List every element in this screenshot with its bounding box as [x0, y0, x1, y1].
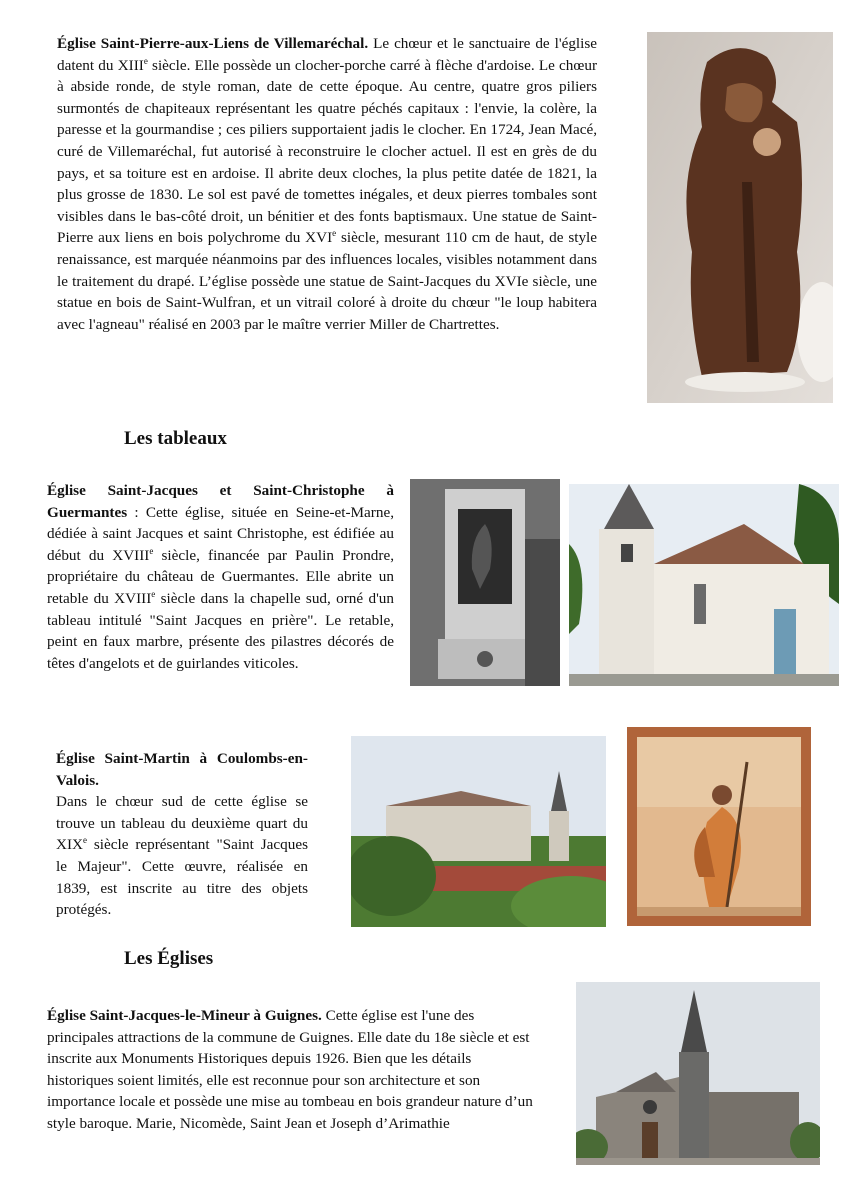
villemarechal-text-3: siècle, mesurant 110 cm de haut, de style renaissance, est marquée néanmoins par des influences locales, visibles notamment dans le traitement du drapé. L’église possède une statue de Saint-Jacques du XVIe siècle, une statue en bois de Saint-Wulfran, et un vitrail coloré à droite du chœur "le loup habitera avec l'agneau" réalisé en 2003 par le maître verrier Miller de Chartrettes. — [57, 229, 598, 333]
guignes-paragraph — [47, 1005, 533, 1135]
guermantes-paragraph — [47, 480, 394, 674]
eglise-guermantes-photo — [569, 484, 839, 686]
eglise-coulombs-photo — [351, 736, 606, 927]
eglise-guignes-photo — [576, 982, 820, 1165]
section-villemarechal — [57, 33, 597, 335]
villemarechal-paragraph — [57, 33, 597, 335]
guignes-text-1: Cette église est l'une des principales attractions de la commune de Guignes. Elle date du 18e siècle et est inscrite aux Monuments Historiques depuis 1926. Bien que les détails historiques soient limités, elle est reconnue pour son architecture et son importance locale et possède une mise au tombeau en bois grandeur nature d’un style baroque. Marie, Nicomède, Saint Jean et Joseph d’Arimathie — [47, 1007, 533, 1132]
retable-guermantes-photo — [410, 479, 560, 686]
guermantes-text-2: siècle, financée par Paulin Prondre, propriétaire du château de Guermantes. Elle abrite un retable du XVIII — [47, 546, 394, 607]
guermantes-sup-2: e — [151, 588, 156, 599]
tableau-saint-jacques-photo — [627, 727, 811, 926]
villemarechal-text-1: Le chœur et le sanctuaire de l'église datent du XIII — [57, 35, 598, 74]
guermantes-sup-1: e — [149, 545, 154, 556]
coulombs-text-2: siècle représentant "Saint Jacques le Majeur". Cette œuvre, réalisée en 1839, est inscrite au titre des objets protégés. — [56, 836, 308, 919]
section-guignes — [47, 1005, 533, 1135]
section-guermantes — [47, 480, 394, 674]
section-coulombs — [56, 748, 308, 921]
villemarechal-sup-1: e — [143, 55, 148, 66]
villemarechal-sup-2: e — [332, 228, 337, 239]
coulombs-text-1: Dans le chœur sud de cette église se trouve un tableau du deuxième quart du XIX — [56, 793, 308, 854]
coulombs-sup-1: e — [83, 835, 87, 846]
guermantes-text-1: : Cette église, située en Seine-et-Marne, dédiée à saint Jacques et saint Christophe, est édifiée au début du XVIII — [47, 503, 394, 564]
guermantes-title: Église Saint-Jacques et Saint-Christophe à Guermantes — [47, 482, 394, 521]
coulombs-title: Église Saint-Martin à Coulombs-en-Valois. — [56, 750, 308, 789]
heading-les-tableaux: Les tableaux — [124, 428, 227, 449]
guignes-title: Église Saint-Jacques-le-Mineur à Guignes. — [47, 1007, 322, 1024]
coulombs-paragraph — [56, 748, 308, 921]
guermantes-text-3: siècle dans la chapelle sud, orné d'un tableau intitulé "Saint Jacques en prière". Le retable, peint en faux marbre, présente des pilastres décorés de têtes d'angelots et de guirlandes viticoles. — [47, 589, 394, 672]
villemarechal-text-2: siècle. Elle possède un clocher-porche carré à flèche d'ardoise. Le chœur à abside ronde, de style roman, date de cette époque. Au centre, quatre gros piliers surmontés de chapiteaux représentant les quatre péchés capitaux : l'envie, la colère, la paresse et la gourmandise ; ces piliers supportaient jadis le clocher. En 1724, Jean Macé, curé de Villemaréchal, fut autorisé à reconstruire le clocher actuel. Il est en grès de du pays, et sa toiture est en ardoise. Il abrite deux cloches, la plus petite datée de 1821, la plus grosse de 1830. Le sol est pavé de tomettes inégales, et deux pierres tombales sont visibles dans le bas-côté droit, un bénitier et des fonts baptismaux. Une statue de Saint-Pierre aux liens en bois polychrome du XVI — [57, 56, 597, 247]
villemarechal-title: Église Saint-Pierre-aux-Liens de Villemaréchal. — [57, 35, 369, 52]
heading-les-eglises: Les Églises — [124, 948, 214, 969]
statue-saint-pierre-photo — [647, 32, 833, 403]
